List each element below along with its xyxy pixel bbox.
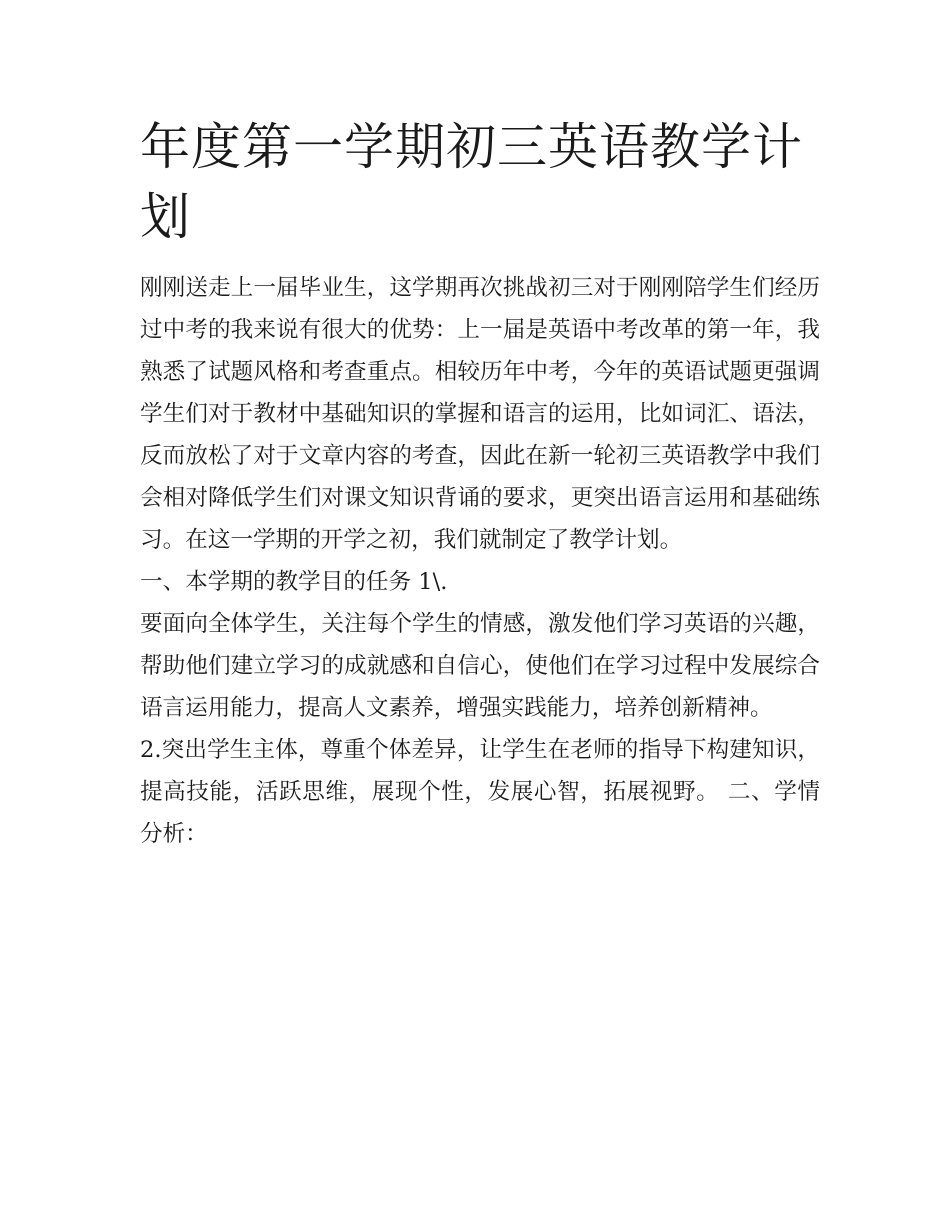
intro-paragraph: 刚刚送走上一届毕业生，这学期再次挑战初三对于刚刚陪学生们经历过中考的我来说有很大的优势：上一届是英语中考改革的第一年，我熟悉了试题风格和考查重点。相较历年中考，今年的英语试题更强调学生们对于教材中基础知识的掌握和语言的运用，比如词汇、语法，反而放松了对于文章内容的考查，因此在新一轮初三英语教学中我们会相对降低学生们对课文知识背诵的要求，更突出语言运用和基础练习。在这一学期的开学之初，我们就制定了教学计划。 bbox=[140, 275, 820, 553]
section-one-heading: 一、本学期的教学目的任务 1\. bbox=[140, 569, 448, 595]
document-page bbox=[140, 112, 820, 855]
section-two-heading: 二、学情分析： bbox=[140, 779, 821, 847]
task-two-paragraph bbox=[140, 729, 820, 855]
document-title: 年度第一学期初三英语教学计划 bbox=[140, 118, 803, 246]
task-one-paragraph: 要面向全体学生，关注每个学生的情感，激发他们学习英语的兴趣，帮助他们建立学习的成就感和自信心，使他们在学习过程中发展综合语言运用能力，提高人文素养，增强实践能力，培养创新精神。 bbox=[140, 611, 820, 721]
document-body bbox=[140, 267, 820, 855]
task-two-text: 2.突出学生主体，尊重个体差异，让学生在老师的指导下构建知识，提高技能，活跃思维，展现个性，发展心智，拓展视野。 bbox=[140, 737, 820, 805]
